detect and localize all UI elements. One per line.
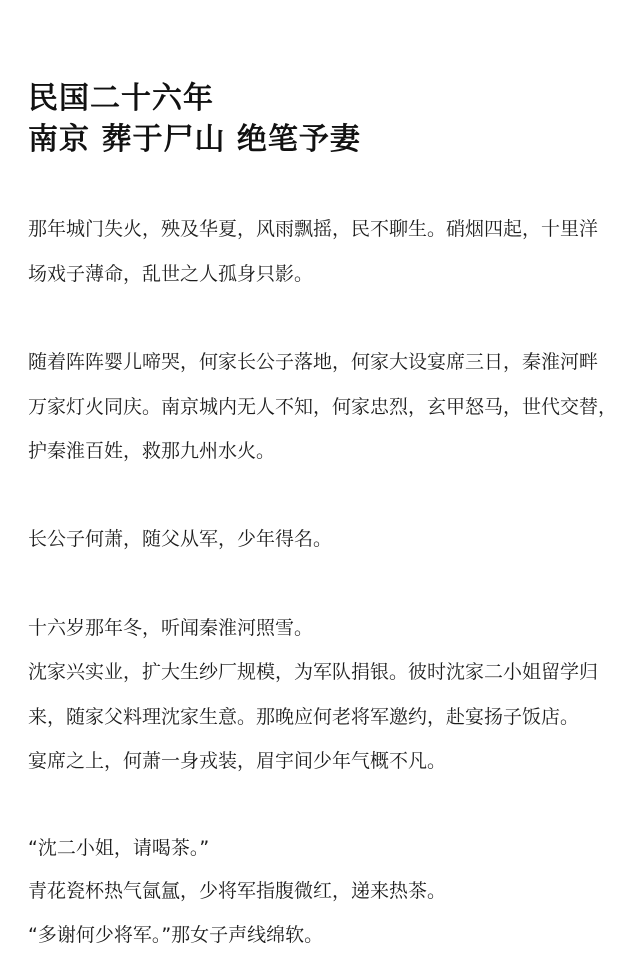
body-line: 护秦淮百姓，救那九州水火。	[28, 440, 276, 462]
body-line: 来，随家父料理沈家生意。那晚应何老将军邀约，赴宴扬子饭店。	[28, 706, 580, 728]
body-line: 万家灯火同庆。南京城内无人不知，何家忠烈，玄甲怒马，世代交替，	[28, 396, 618, 418]
body-line: 场戏子薄命，乱世之人孤身只影。	[28, 263, 314, 285]
title-year: 民国二十六年	[28, 81, 214, 116]
body-line: 沈家兴实业，扩大生纱厂规模，为军队捐银。彼时沈家二小姐留学归	[28, 661, 599, 683]
body-line: 青花瓷杯热气氤氲，少将军指腹微红，递来热茶。	[28, 880, 447, 902]
body-line: “沈二小姐，请喝茶。”	[28, 837, 210, 859]
body-line: 那年城门失火，殃及华夏，风雨飘摇，民不聊生。硝烟四起，十里洋	[28, 218, 599, 240]
title-subtitle: 南京 葬于尸山 绝笔予妻	[28, 122, 361, 157]
body-line: “多谢何少将军。”那女子声线绵软。	[28, 924, 324, 946]
body-line: 宴席之上，何萧一身戎装，眉宇间少年气概不凡。	[28, 750, 447, 772]
body-line: 十六岁那年冬，听闻秦淮河照雪。	[28, 617, 314, 639]
body-line: 随着阵阵婴儿啼哭，何家长公子落地，何家大设宴席三日，秦淮河畔	[28, 351, 599, 373]
body-line: 长公子何萧，随父从军，少年得名。	[28, 528, 333, 550]
